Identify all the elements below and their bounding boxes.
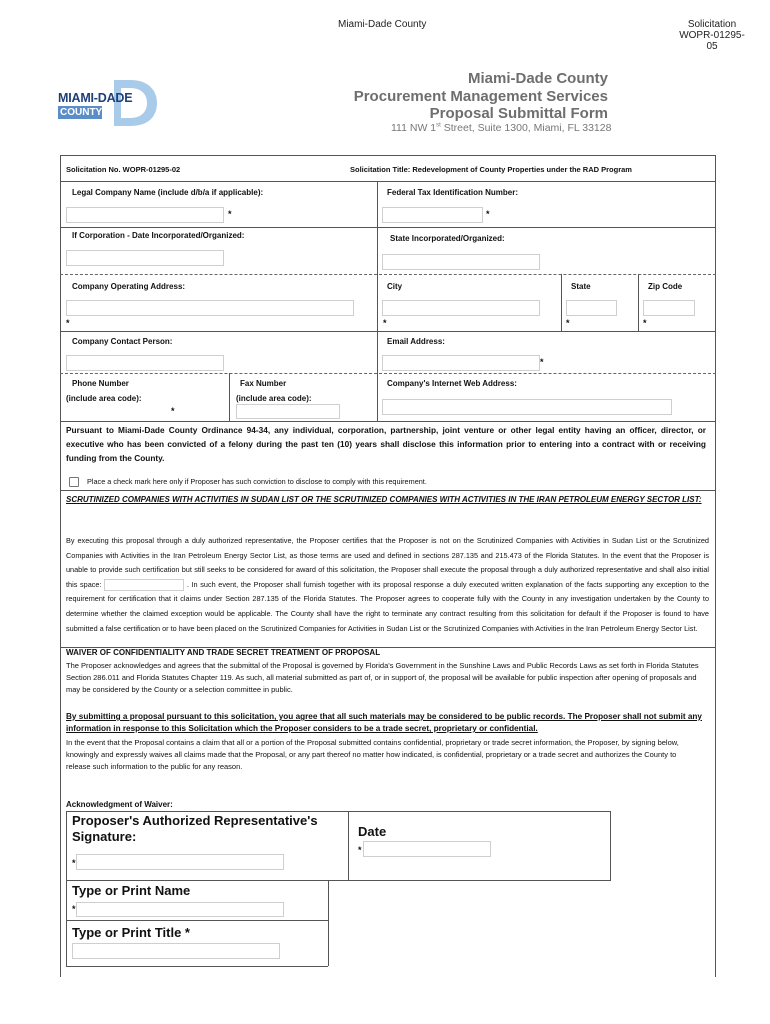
solicitation-title: Solicitation Title: Redevelopment of County Properties under the RAD Program (350, 165, 632, 174)
title-department: Procurement Management Services (353, 88, 608, 105)
ordinance-notice: Pursuant to Miami-Dade County Ordinance 94-34, any individual, corporation, partnership, joint venture or other legal entity having an officer, director, or executive who has been convicted of a felony during the past ten (10) years shall disclose this information prior to entering into a contract with or receiving funding from the County. (66, 425, 706, 463)
required-marker: * (228, 209, 232, 219)
contact-person-field[interactable] (66, 355, 224, 371)
scrutinized-heading: SCRUTINIZED COMPANIES WITH ACTIVITIES IN SUDAN LIST OR THE SCRUTINIZED COMPANIES WITH ACTIVITIES IN THE IRAN PETROLEUM ENERGY SECTOR LIST: (66, 495, 702, 504)
title-form: Proposal Submittal Form (429, 105, 608, 122)
signature-sublabel: Signature: (72, 829, 137, 844)
logo-text-county: COUNTY (60, 107, 103, 118)
print-name-label: Type or Print Name (72, 883, 191, 898)
page-header-right (676, 19, 748, 52)
county-logo (58, 78, 158, 128)
waiver-paragraph-1: The Proposer acknowledges and agrees that the submittal of the Proposal is governed by Florida's Government in the Sunshine Laws and Public Records Laws as set forth in Florida Statutes Section 286.011 and Florida Statutes Chapter 119. As such, all material submitted as part of, or in support of, the proposal will be available for public inspection after opening of proposals and may be considered by the County or a selection committee in public. (66, 661, 699, 694)
state-label: State (571, 282, 591, 291)
email-label: Email Address: (387, 337, 445, 346)
required-marker: * (358, 845, 362, 855)
operating-address-field[interactable] (66, 300, 354, 316)
fax-sublabel: (include area code): (236, 394, 312, 403)
email-field[interactable] (382, 355, 540, 371)
signature-label: Proposer's Authorized Representative's (72, 813, 318, 828)
logo-text-miami-dade: MIAMI-DADE (58, 91, 133, 105)
fax-label: Fax Number (240, 379, 287, 388)
waiver-heading: WAIVER OF CONFIDENTIALITY AND TRADE SECRET TREATMENT OF PROPOSAL (66, 648, 381, 657)
state-incorporated-label: State Incorporated/Organized: (390, 234, 505, 243)
waiver-paragraph-2: In the event that the Proposal contains a claim that all or a portion of the Proposal submitted contains confidential, proprietary or trade secret information, the Proposer, by signing below, knowingly and expressly waives all claims made that the Proposal, or any part thereof no matter how indicated, is confidential, proprietary or a trade secret and authorizes the County to release such information to the public for any reason. (66, 738, 679, 771)
signature-date-field[interactable] (363, 841, 491, 857)
federal-tax-id-field[interactable] (382, 207, 483, 223)
initials-field[interactable] (104, 579, 184, 591)
conviction-checkbox[interactable] (69, 477, 79, 487)
city-label: City (387, 282, 403, 291)
date-incorporated-label: If Corporation - Date Incorporated/Organized: (72, 231, 245, 240)
required-marker: * (171, 406, 175, 416)
required-marker: * (383, 318, 387, 328)
legal-company-name-field[interactable] (66, 207, 224, 223)
state-incorporated-field[interactable] (382, 254, 540, 270)
page-header-center: Miami-Dade County (338, 19, 427, 30)
title-address: 111 NW 1st Street, Suite 1300, Miami, FL 33128 (391, 122, 612, 134)
phone-sublabel: (include area code): (66, 394, 142, 403)
required-marker: * (643, 318, 647, 328)
date-label: Date (358, 824, 387, 839)
page-header-number: WOPR-01295-05 (679, 30, 745, 52)
operating-address-label: Company Operating Address: (72, 282, 186, 291)
title-county: Miami-Dade County (467, 70, 608, 87)
required-marker: * (72, 904, 76, 914)
zip-code-field[interactable] (643, 300, 695, 316)
scrutinized-body: By executing this proposal through a duly authorized representative, the Proposer certifies that the Proposer is not on the Scrutinized Companies with Activities in Sudan List or the Scrutinized Companies with Activities in the Iran Petroleum Energy Sector List, as those terms are used and defined in sections 287.135 and 215.473 of the Florida Statutes. In the event that the Proposer is unable to provide such certification but still seeks to be considered for award of this solicitation, the Proposer shall execute the proposal through a duly authorized representative and shall also initial this space: . In such event, the Proposer shall furnish together with its proposal response a duly executed written explanation of the facts supporting any exception to the requirement for certification that it claims under Section 287.135 of the Florida Statutes. The Proposer agrees to cooperate fully with the County in any investigation undertaken by the County to determine whether the claimed exception would be applicable. The County shall have the right to terminate any contract resulting from this solicitation for default if the Proposer is found to have submitted a false certification or to have been placed on the Scrutinized Companies for Activities in Sudan List or the Scrutinized Companies with Activities in the Iran Petroleum Energy Sector List. (66, 536, 710, 633)
page-header-solicitation: Solicitation (687, 19, 737, 30)
required-marker: * (66, 318, 70, 328)
state-field[interactable] (566, 300, 617, 316)
print-name-field[interactable] (76, 902, 284, 917)
federal-tax-id-label: Federal Tax Identification Number: (387, 188, 518, 197)
zip-code-label: Zip Code (648, 282, 683, 291)
required-marker: * (486, 209, 490, 219)
acknowledgment-label: Acknowledgment of Waiver: (66, 800, 173, 809)
city-field[interactable] (382, 300, 540, 316)
contact-person-label: Company Contact Person: (72, 337, 173, 346)
signature-field[interactable] (76, 854, 284, 870)
print-title-label: Type or Print Title * (72, 925, 190, 940)
conviction-checkbox-label: Place a check mark here only if Proposer has such conviction to disclose to comply with this requirement. (87, 477, 427, 486)
required-marker: * (72, 858, 76, 868)
required-marker: * (566, 318, 570, 328)
date-incorporated-field[interactable] (66, 250, 224, 266)
fax-field[interactable] (236, 404, 340, 419)
web-address-label: Company's Internet Web Address: (387, 379, 517, 388)
web-address-field[interactable] (382, 399, 672, 415)
waiver-public-records-notice: By submitting a proposal pursuant to this solicitation, you agree that all such materials may be considered to be public records. The Proposer shall not submit any information in response to this Solicitation which the Proposer considers to be a trade secret, proprietary or confidential. (66, 712, 702, 733)
phone-label: Phone Number (72, 379, 129, 388)
required-marker: * (540, 357, 544, 367)
solicitation-number: Solicitation No. WOPR-01295-02 (66, 165, 181, 174)
print-title-field[interactable] (72, 943, 280, 959)
legal-company-name-label: Legal Company Name (include d/b/a if applicable): (72, 188, 264, 197)
